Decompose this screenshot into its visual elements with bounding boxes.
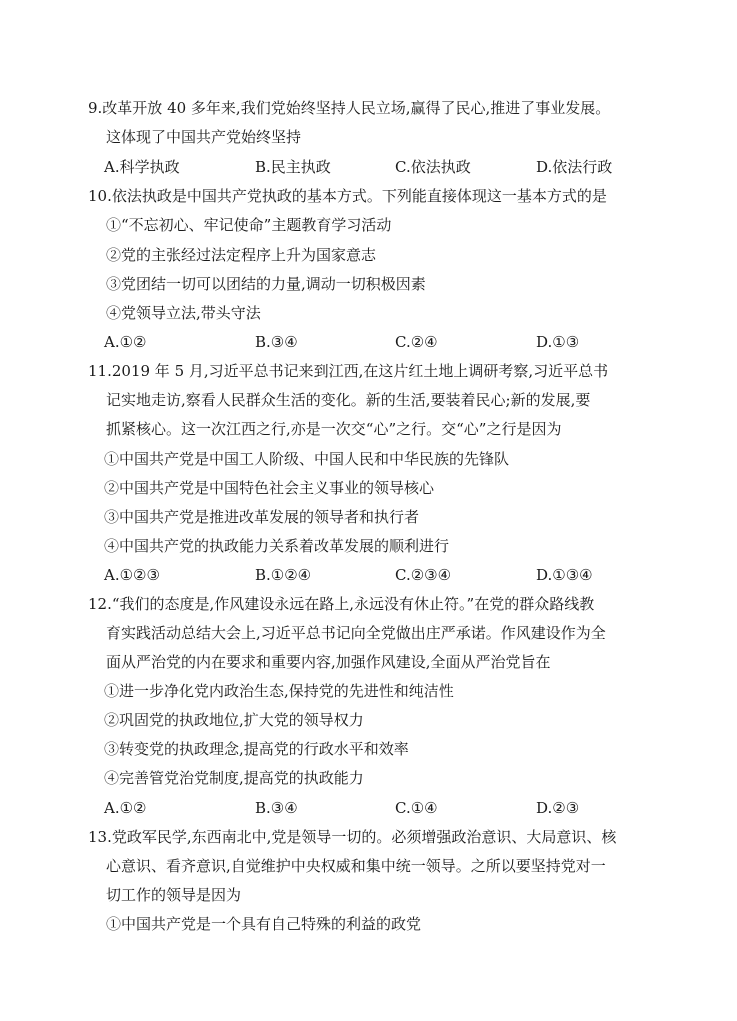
question-9-option-a: A.科学执政 — [104, 158, 180, 176]
question-12-stem-line-1: 12.“我们的态度是,作风建设永远在路上,永远没有休止符。”在党的群众路线教 — [88, 595, 595, 613]
question-10-stem-line-1: 10.依法执政是中国共产党执政的基本方式。下列能直接体现这一基本方式的是 — [88, 187, 607, 205]
question-11-stem-line-3: 抓紧核心。这一次江西之行,亦是一次交“心”之行。交“心”之行是因为 — [106, 420, 562, 438]
question-9-stem-line-1: 9.改革开放 40 多年来,我们党始终坚持人民立场,赢得了民心,推进了事业发展。 — [88, 99, 611, 117]
question-13-stem-line-1: 13.党政军民学,东西南北中,党是领导一切的。必须增强政治意识、大局意识、核 — [88, 828, 617, 846]
question-10-options — [104, 332, 664, 352]
question-10-option-d: D.①③ — [536, 333, 580, 351]
question-11-option-c: C.②③④ — [395, 566, 452, 584]
question-11-option-b: B.①②④ — [255, 566, 312, 584]
question-13-stem-line-2: 心意识、看齐意识,自觉维护中央权威和集中统一领导。之所以要坚持党对一 — [106, 857, 606, 875]
question-9-options — [104, 157, 664, 177]
question-10-statement-2: ②党的主张经过法定程序上升为国家意志 — [106, 246, 377, 264]
question-13-statement-1: ①中国共产党是一个具有自己特殊的利益的政党 — [106, 915, 422, 933]
question-10-statement-3: ③党团结一切可以团结的力量,调动一切积极因素 — [106, 275, 426, 293]
question-12-option-a: A.①② — [104, 799, 147, 817]
question-11-option-a: A.①②③ — [104, 566, 160, 584]
question-9-stem-line-2: 这体现了中国共产党始终坚持 — [106, 128, 302, 146]
question-12-options — [104, 798, 664, 818]
question-12-option-d: D.②③ — [536, 799, 580, 817]
question-13-stem-line-3: 切工作的领导是因为 — [106, 886, 242, 904]
question-11-statement-1: ①中国共产党是中国工人阶级、中国人民和中华民族的先锋队 — [104, 450, 510, 468]
question-12-statement-4: ④完善管党治党制度,提高党的执政能力 — [104, 769, 364, 787]
question-12-option-b: B.③④ — [255, 799, 298, 817]
question-10-option-b: B.③④ — [255, 333, 298, 351]
question-9-option-b: B.民主执政 — [255, 158, 331, 176]
question-12-statement-1: ①进一步净化党内政治生态,保持党的先进性和纯洁性 — [104, 682, 454, 700]
question-10-statement-1: ①“不忘初心、牢记使命”主题教育学习活动 — [106, 216, 392, 234]
question-12-statement-3: ③转变党的执政理念,提高党的行政水平和效率 — [104, 740, 409, 758]
question-11-statement-2: ②中国共产党是中国特色社会主义事业的领导核心 — [104, 479, 435, 497]
question-12-option-c: C.①④ — [395, 799, 438, 817]
question-11-statement-4: ④中国共产党的执政能力关系着改革发展的顺利进行 — [104, 537, 450, 555]
question-11-option-d: D.①③④ — [536, 566, 593, 584]
question-11-stem-line-2: 记实地走访,察看人民群众生活的变化。新的生活,要装着民心;新的发展,要 — [106, 391, 591, 409]
question-11-stem-line-1: 11.2019 年 5 月,习近平总书记来到江西,在这片红土地上调研考察,习近平总书 — [88, 362, 609, 380]
question-10-option-a: A.①② — [104, 333, 147, 351]
question-10-option-c: C.②④ — [395, 333, 438, 351]
question-12-statement-2: ②巩固党的执政地位,扩大党的领导权力 — [104, 711, 364, 729]
question-12-stem-line-3: 面从严治党的内在要求和重要内容,加强作风建设,全面从严治党旨在 — [106, 653, 551, 671]
question-10-statement-4: ④党领导立法,带头守法 — [106, 304, 261, 322]
question-12-stem-line-2: 育实践活动总结大会上,习近平总书记向全党做出庄严承诺。作风建设作为全 — [106, 624, 606, 642]
question-11-options — [104, 565, 664, 585]
question-9-option-d: D.依法行政 — [536, 158, 613, 176]
question-11-statement-3: ③中国共产党是推进改革发展的领导者和执行者 — [104, 508, 420, 526]
question-9-option-c: C.依法执政 — [395, 158, 471, 176]
